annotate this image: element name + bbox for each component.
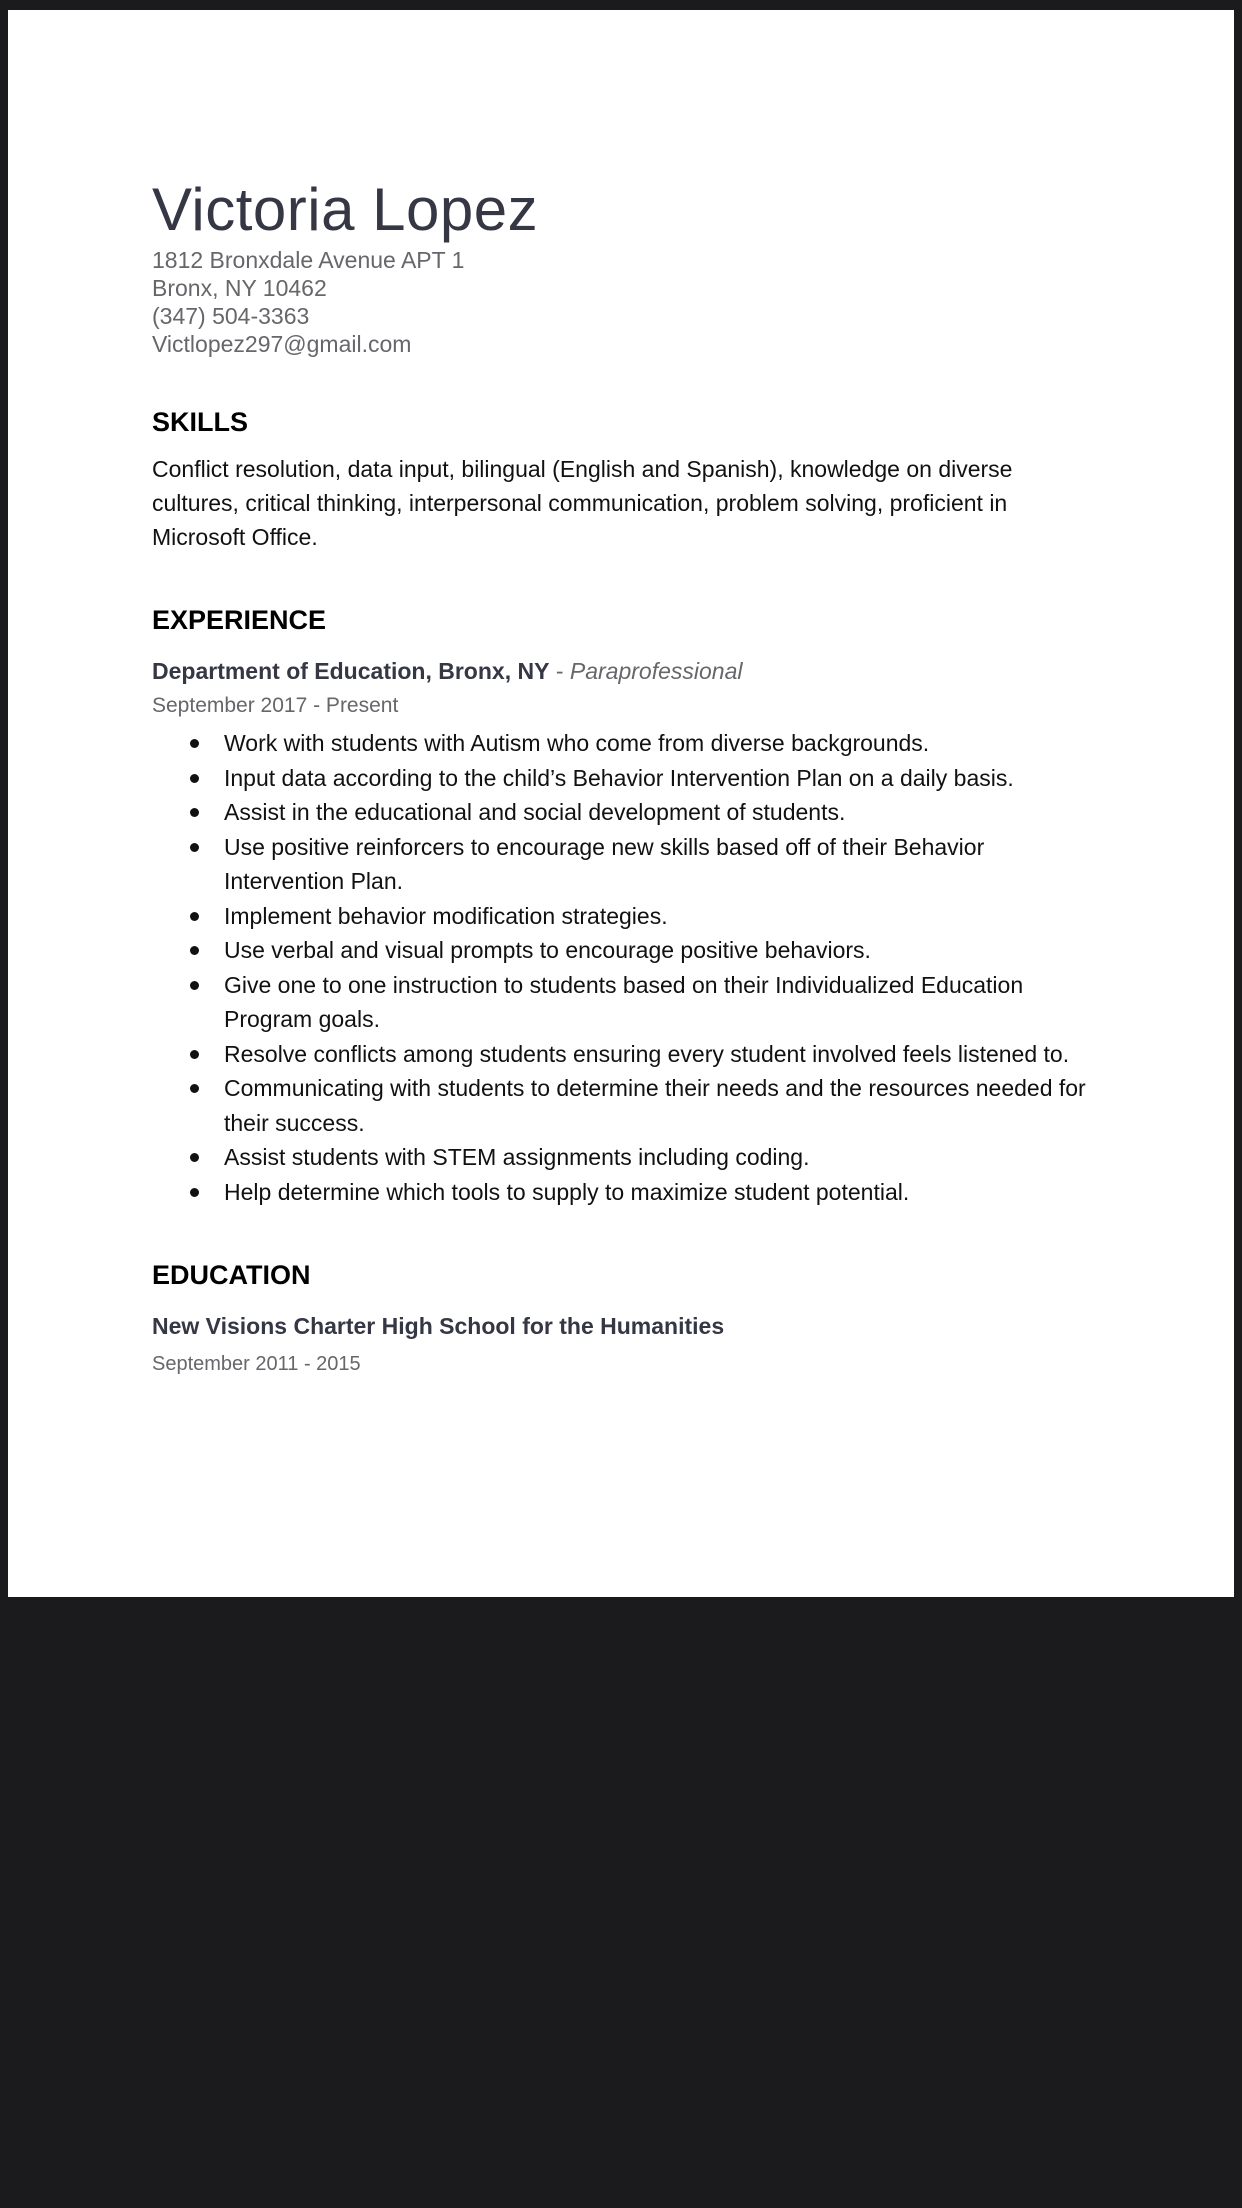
bullet-icon [190, 946, 199, 955]
job-role: Paraprofessional [569, 658, 743, 684]
contact-block [152, 246, 1102, 358]
job-duty-text: Assist students with STEM assignments including coding. [224, 1144, 810, 1170]
bullet-icon [190, 981, 199, 990]
job-separator: - [549, 658, 570, 684]
job-duty-text: Give one to one instruction to students based on their Individualized Education Program goals. [224, 971, 1024, 1032]
job-duty-text: Help determine which tools to supply to maximize student potential. [224, 1178, 910, 1205]
bullet-icon [190, 912, 199, 921]
job-duty-item [152, 795, 1102, 830]
education-heading: EDUCATION [152, 1260, 311, 1290]
phone-number: (347) 504-3363 [152, 303, 310, 329]
job-duty-item [152, 1175, 1102, 1210]
job-duty-item [152, 830, 1102, 899]
bullet-icon [190, 1084, 199, 1093]
bullet-icon [190, 843, 199, 852]
job-duty-text: Work with students with Autism who come from diverse backgrounds. [224, 730, 930, 756]
bullet-icon [190, 1153, 199, 1162]
job-duty-item [152, 761, 1102, 796]
job-employer: Department of Education, Bronx, NY [152, 658, 550, 684]
job-duty-text: Implement behavior modification strategies. [224, 902, 668, 929]
job-duty-item [152, 726, 1102, 761]
skills-text: Conflict resolution, data input, bilingual (English and Spanish), knowledge on diverse cultures, critical thinking, interpersonal communication, problem solving, proficient in Microsoft Office. [152, 456, 1013, 550]
job-duty-text: Communicating with students to determine their needs and the resources needed for their success. [224, 1075, 1086, 1136]
bullet-icon [190, 739, 199, 748]
job-duty-item [152, 1071, 1102, 1140]
education-entry [152, 1311, 1102, 1377]
education-dates: September 2011 - 2015 [152, 1353, 361, 1375]
job-entry [152, 656, 1102, 1209]
experience-heading: EXPERIENCE [152, 605, 327, 635]
skills-heading: SKILLS [152, 407, 249, 437]
job-duty-text: Resolve conflicts among students ensuring every student involved feels listened to. [224, 1040, 1070, 1067]
bullet-icon [190, 1188, 199, 1197]
resume-page [8, 10, 1234, 1597]
resume-content [152, 174, 1102, 1377]
job-duty-text: Use verbal and visual prompts to encourage positive behaviors. [224, 937, 871, 963]
job-duty-item [152, 1140, 1102, 1175]
address-line-2: Bronx, NY 10462 [152, 275, 327, 301]
address-line-1: 1812 Bronxdale Avenue APT 1 [152, 247, 465, 273]
job-title-line [152, 656, 1102, 686]
job-duty-item [152, 899, 1102, 934]
job-duty-item [152, 1037, 1102, 1072]
bullet-icon [190, 774, 199, 783]
job-duty-item [152, 933, 1102, 968]
job-duty-item [152, 968, 1102, 1037]
job-duties-list [152, 726, 1102, 1209]
job-duty-text: Input data according to the child’s Behavior Intervention Plan on a daily basis. [224, 764, 1014, 791]
job-duty-text: Use positive reinforcers to encourage new skills based off of their Behavior Intervention Plan. [224, 833, 985, 894]
email-address: Victlopez297@gmail.com [152, 331, 412, 357]
job-dates: September 2017 - Present [152, 694, 399, 717]
resume-name: Victoria Lopez [152, 176, 539, 243]
bullet-icon [190, 808, 199, 817]
job-duty-text: Assist in the educational and social development of students. [224, 799, 846, 825]
bullet-icon [190, 1050, 199, 1059]
school-name: New Visions Charter High School for the Humanities [152, 1313, 725, 1339]
